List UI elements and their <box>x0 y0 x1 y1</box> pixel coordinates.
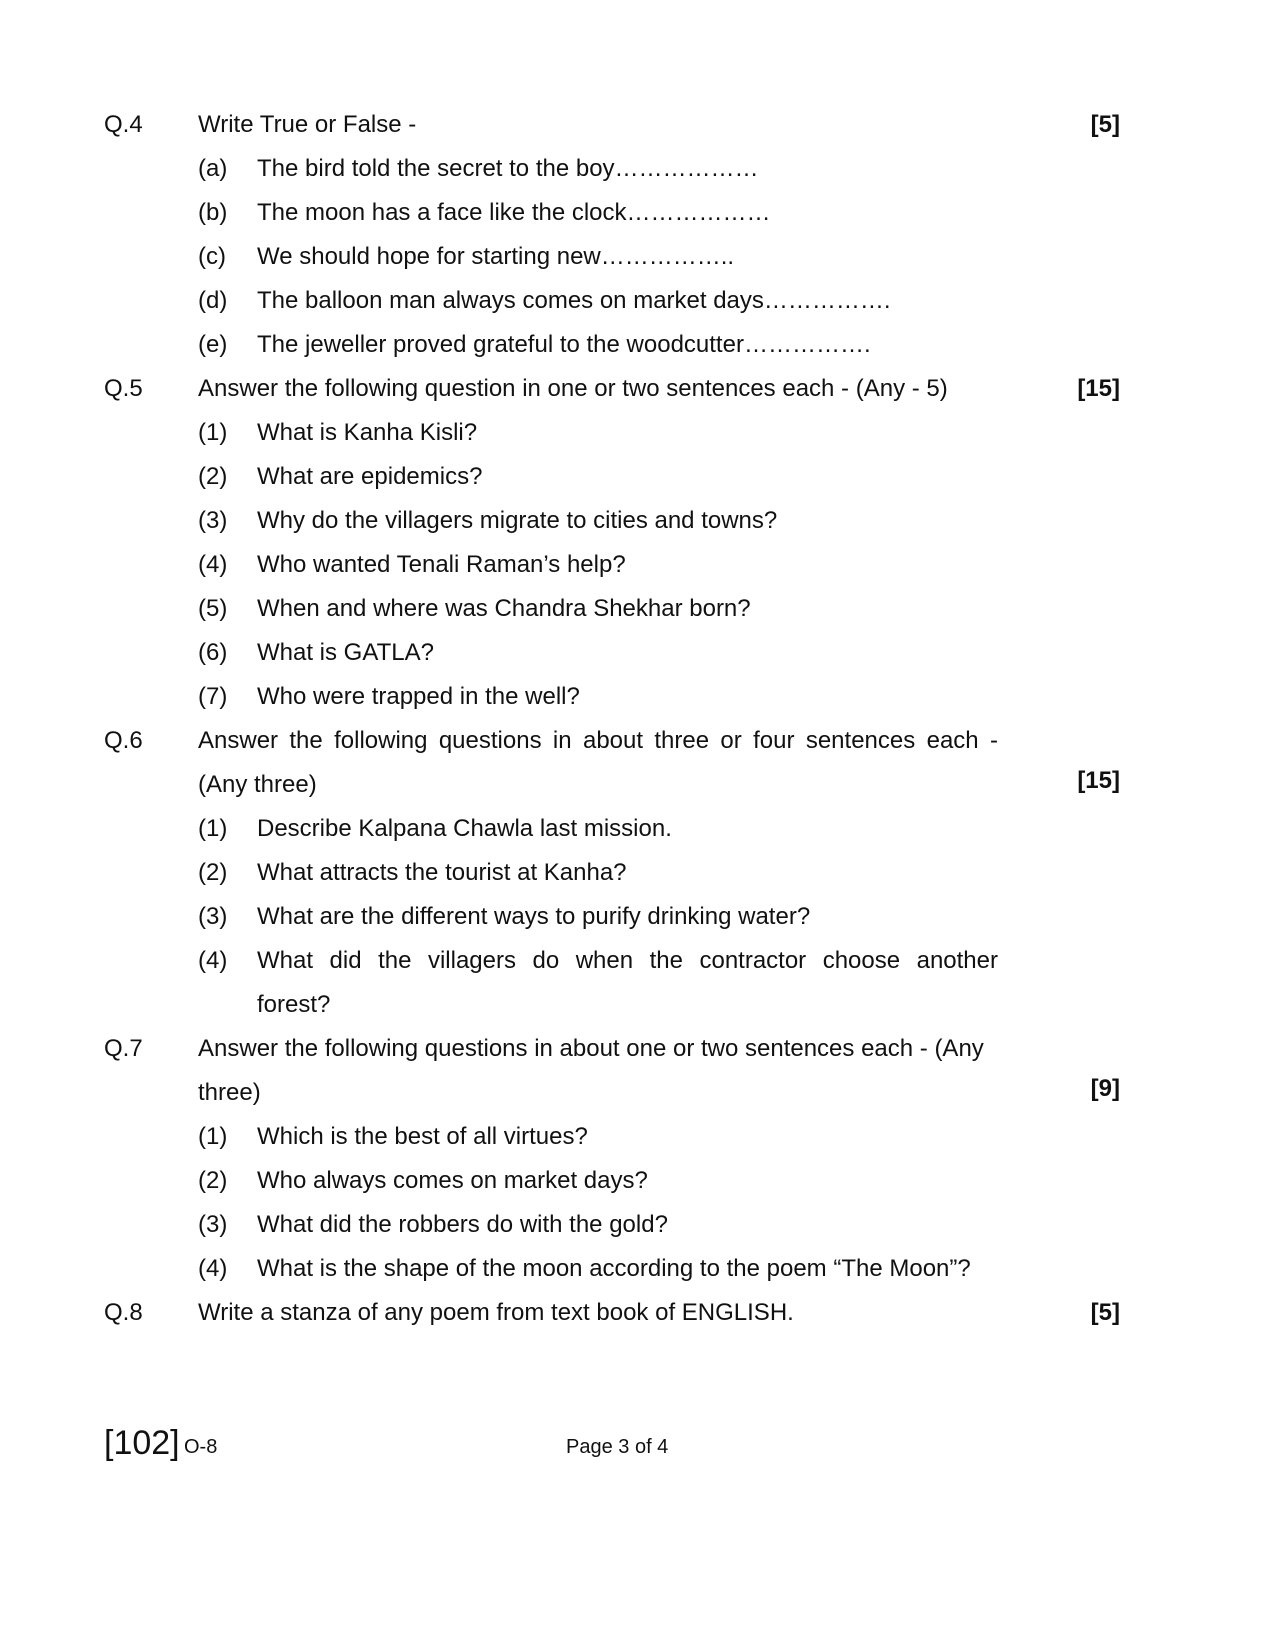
item-label: (c) <box>198 243 226 270</box>
item-label: (3) <box>198 1211 228 1238</box>
list-item <box>0 542 1275 588</box>
page-number: Page 3 of 4 <box>566 1436 669 1458</box>
list-item <box>0 278 1275 324</box>
list-item <box>0 894 1275 940</box>
question-marks: [5] <box>1090 1299 1120 1326</box>
list-item <box>0 410 1275 456</box>
item-label: (2) <box>198 859 228 886</box>
list-item <box>0 190 1275 236</box>
item-text: What is GATLA? <box>257 639 434 666</box>
question-text-continued: three) <box>198 1079 261 1106</box>
item-label: (2) <box>198 1167 228 1194</box>
list-item <box>0 938 1275 984</box>
list-item <box>0 454 1275 500</box>
item-text: What are epidemics? <box>257 463 483 490</box>
q7-heading-continued <box>0 1070 1275 1116</box>
item-text: Who were trapped in the well? <box>257 683 580 710</box>
question-number: Q.5 <box>104 375 143 402</box>
item-text: Who always comes on market days? <box>257 1167 648 1194</box>
item-label: (6) <box>198 639 228 666</box>
item-label: (4) <box>198 551 228 578</box>
question-number: Q.7 <box>104 1035 143 1062</box>
list-item <box>0 1202 1275 1248</box>
question-marks: [15] <box>1077 375 1120 402</box>
item-text: The bird told the secret to the boy……………… <box>257 155 759 182</box>
item-label: (4) <box>198 947 228 974</box>
item-text: What is Kanha Kisli? <box>257 419 478 446</box>
q5-heading <box>0 366 1275 412</box>
item-text: Who wanted Tenali Raman’s help? <box>257 551 626 578</box>
list-item <box>0 146 1275 192</box>
question-text: Answer the following questions in about one or two sentences each - (Any <box>198 1035 984 1062</box>
item-label: (1) <box>198 1123 228 1150</box>
list-item <box>0 1114 1275 1160</box>
item-label: (1) <box>198 419 228 446</box>
item-label: (3) <box>198 903 228 930</box>
item-text: The jeweller proved grateful to the woodcutter……………. <box>257 331 871 358</box>
item-text: What is the shape of the moon according to the poem “The Moon”? <box>257 1255 971 1282</box>
list-item-continued <box>0 982 1275 1028</box>
question-number: Q.4 <box>104 111 143 138</box>
list-item <box>0 234 1275 280</box>
item-label: (e) <box>198 331 228 358</box>
list-item <box>0 322 1275 368</box>
item-label: (b) <box>198 199 228 226</box>
item-text: What did the robbers do with the gold? <box>257 1211 668 1238</box>
question-marks: [15] <box>1077 767 1120 794</box>
question-number: Q.8 <box>104 1299 143 1326</box>
question-text-continued: (Any three) <box>198 771 317 798</box>
question-text: Answer the following questions in about three or four sentences each - <box>198 727 998 754</box>
list-item <box>0 586 1275 632</box>
item-label: (4) <box>198 1255 228 1282</box>
item-text: When and where was Chandra Shekhar born? <box>257 595 751 622</box>
q4-heading <box>0 102 1275 148</box>
item-text: Describe Kalpana Chawla last mission. <box>257 815 672 842</box>
item-text-continued: forest? <box>257 991 331 1018</box>
set-code: O-8 <box>184 1436 218 1458</box>
list-item <box>0 806 1275 852</box>
item-text: The moon has a face like the clock……………… <box>257 199 771 226</box>
list-item <box>0 630 1275 676</box>
item-text: What are the different ways to purify drinking water? <box>257 903 811 930</box>
question-marks: [9] <box>1090 1075 1120 1102</box>
list-item <box>0 674 1275 720</box>
item-text: What did the villagers do when the contractor choose another <box>257 947 998 974</box>
item-label: (1) <box>198 815 228 842</box>
question-text: Answer the following question in one or two sentences each - (Any - 5) <box>198 375 948 402</box>
q8-heading <box>0 1290 1275 1336</box>
item-label: (2) <box>198 463 228 490</box>
item-text: Which is the best of all virtues? <box>257 1123 588 1150</box>
question-text: Write a stanza of any poem from text book of ENGLISH. <box>198 1299 794 1326</box>
list-item <box>0 1246 1275 1292</box>
item-text: What attracts the tourist at Kanha? <box>257 859 627 886</box>
list-item <box>0 1158 1275 1204</box>
question-number: Q.6 <box>104 727 143 754</box>
question-text: Write True or False - <box>198 111 417 138</box>
list-item <box>0 498 1275 544</box>
item-label: (5) <box>198 595 228 622</box>
list-item <box>0 850 1275 896</box>
page-footer <box>0 1418 1275 1468</box>
question-marks: [5] <box>1090 111 1120 138</box>
item-text: The balloon man always comes on market days……………. <box>257 287 891 314</box>
item-text: Why do the villagers migrate to cities and towns? <box>257 507 778 534</box>
item-label: (a) <box>198 155 228 182</box>
item-text: We should hope for starting new…………….. <box>257 243 735 270</box>
item-label: (d) <box>198 287 228 314</box>
q6-heading-continued <box>0 762 1275 808</box>
item-label: (7) <box>198 683 228 710</box>
paper-code: [102] <box>104 1424 180 1462</box>
item-label: (3) <box>198 507 228 534</box>
